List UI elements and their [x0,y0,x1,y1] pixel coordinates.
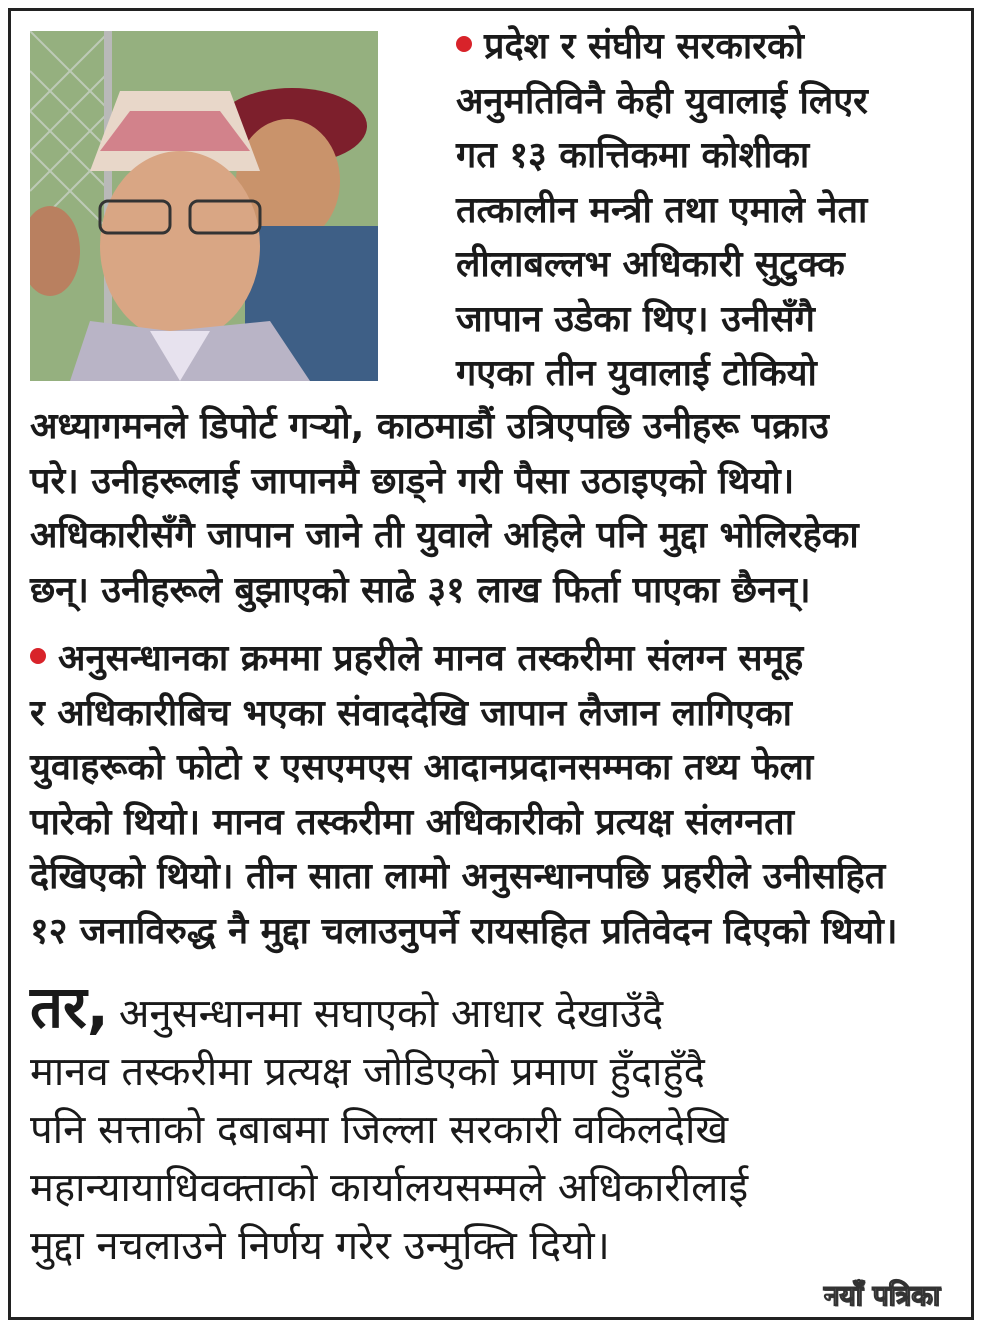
paragraph-1-bottom [30,400,859,618]
lead-word: तर, [30,973,109,1041]
text-line: पनि सत्ताको दबाबमा जिल्ला सरकारी वकिलदेखि [30,1107,729,1153]
text-line: अनुमतिविनै केही युवालाई लिएर [456,80,868,122]
text-line: अध्यागमनले डिपोर्ट गऱ्यो, काठमाडौं उत्रिएपछि उनीहरू पक्राउ [30,406,829,447]
text-line: तत्कालीन मन्त्री तथा एमाले नेता [456,189,868,231]
text-line: पारेको थियो। मानव तस्करीमा अधिकारीको प्रत्यक्ष संलग्नता [30,801,795,843]
paragraph-3 [30,973,749,1275]
text-line: परे। उनीहरूलाई जापानमै छाड्ने गरी पैसा उठाइएको थियो। [30,460,795,502]
text-line: तर, अनुसन्धानमा सघाएको आधार देखाउँदै [30,973,664,1041]
text-line: अनुसन्धानका क्रममा प्रहरीले मानव तस्करीमा संलग्न समूह [30,632,898,687]
text-line: गत १३ कात्तिकमा कोशीका [456,135,810,176]
text-line: मानव तस्करीमा प्रत्यक्ष जोडिएको प्रमाण हुँदाहुँदै [30,1049,705,1095]
text-line: र अधिकारीबिच भएका संवाददेखि जापान लैजान लागिएका [30,692,792,734]
paragraph-2 [30,632,898,959]
text-line: युवाहरूको फोटो र एसएमएस आदानप्रदानसम्मका तथ्य फेला [30,747,814,788]
publisher-watermark: नयाँ पत्रिका [823,1279,940,1312]
bullet-icon [456,36,472,52]
text-line: देखिएको थियो। तीन साता लामो अनुसन्धानपछि प्रहरीले उनीसहित [30,856,886,897]
text-line: मुद्दा नचलाउने निर्णय गरेर उन्मुक्ति दियो। [30,1223,610,1269]
text-line: अधिकारीसँगै जापान जाने ती युवाले अहिले पनि मुद्दा भोलिरहेका [30,515,859,556]
portrait-photo [30,31,378,381]
text-line: गएका तीन युवालाई टोकियो [456,353,817,394]
bullet-icon [30,648,46,664]
text-line: प्रदेश र संघीय सरकारको [456,20,868,75]
text-line: जापान उडेका थिए। उनीसँगै [456,298,815,340]
text-line: छन्। उनीहरूले बुझाएको साढे ३१ लाख फिर्ता पाएका छैनन्। [30,569,811,611]
text-line: १२ जनाविरुद्ध नै मुद्दा चलाउनुपर्ने रायसहित प्रतिवेदन दिएको थियो। [30,910,898,952]
paragraph-1-top [456,20,868,402]
text-line: लीलाबल्लभ अधिकारी सुटुक्क [456,244,845,285]
text-line: महान्यायाधिवक्ताको कार्यालयसम्मले अधिकारीलाई [30,1165,749,1211]
